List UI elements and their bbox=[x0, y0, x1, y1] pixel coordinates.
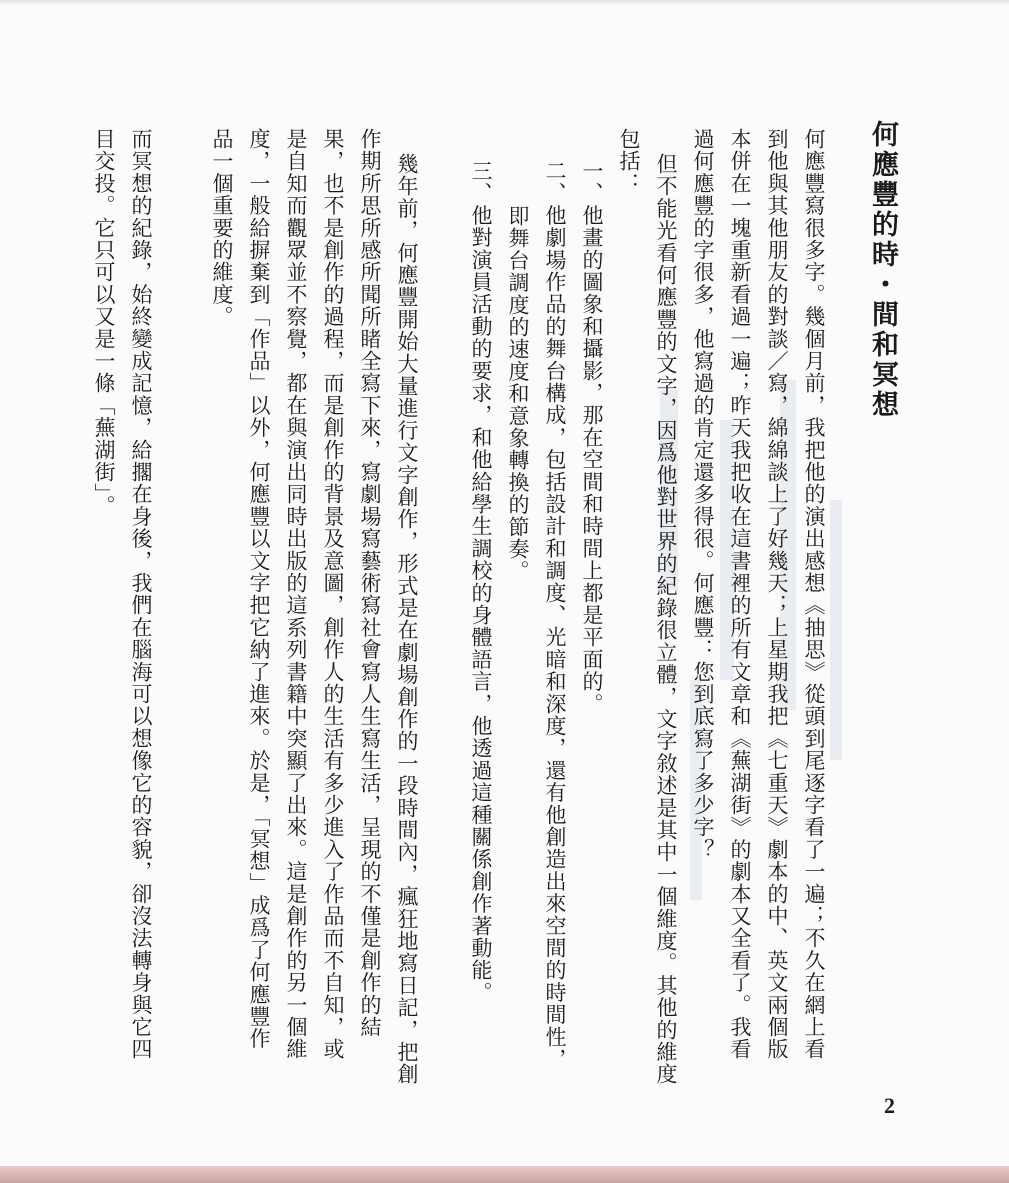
text-column-8: 二、他劇場作品的舞台構成，包括設計和調度、光暗和深度，還有他創造出來空間的時間性， bbox=[543, 160, 567, 1071]
page-top-edge bbox=[0, 0, 1009, 6]
text-column-15: 度，一般給摒棄到「作品」以外，何應豐以文字把它納了進來。於是，「冥想」成爲了何應豐作 bbox=[247, 128, 271, 1050]
text-column-12: 作期所思所感所聞所睹全寫下來，寫劇場寫藝術寫社會寫人生寫生活，呈現的不僅是創作的結 bbox=[358, 128, 382, 1039]
text-column-18: 目交投。它只可以又是一條「蕪湖街」。 bbox=[92, 128, 116, 518]
text-column-10: 三、他對演員活動的要求，和他給學生調校的身體語言，他透過這種關係創作著動能。 bbox=[469, 160, 493, 1004]
text-column-2: 到他與其他朋友的對談／寫，綿綿談上了好幾天；上星期我把《七重天》劇本的中、英文兩個版 bbox=[765, 128, 789, 1061]
text-column-7: 一、他畫的圖象和攝影，那在空間和時間上都是平面的。 bbox=[580, 160, 604, 715]
text-column-3: 本併在一塊重新看過一遍；昨天我把收在這書裡的所有文章和《蕪湖街》的劇本又全看了。我看 bbox=[728, 128, 752, 1061]
text-column-14: 是自知而觀眾並不察覺，都在與演出同時出版的這系列書籍中突顯了出來。這是創作的另一個維 bbox=[284, 128, 308, 1061]
text-column-17: 而冥想的紀錄，始終變成記憶，給擱在身後，我們在腦海可以想像它的容貌，卻沒法轉身與它四 bbox=[129, 128, 153, 1061]
text-column-13: 果，也不是創作的過程，而是創作的背景及意圖，創作人的生活有多少進入了作品而不自知，或 bbox=[321, 128, 345, 1061]
page-bottom-edge bbox=[0, 1166, 1009, 1183]
text-column-4: 過何應豐的字很多，他寫過的肯定還多得很。何應豐：您到底寫了多少字？ bbox=[691, 128, 715, 861]
chapter-title: 何應豐的時・間和冥想 bbox=[867, 120, 898, 420]
text-column-6: 包括： bbox=[617, 128, 641, 195]
text-column-1: 何應豐寫很多字。幾個月前，我把他的演出感想《抽思》從頭到尾逐字看了一遍；不久在網上看 bbox=[802, 128, 826, 1061]
text-column-5: 但不能光看何應豐的文字，因爲他對世界的紀錄很立體，文字敘述是其中一個維度。其他的維度 bbox=[654, 153, 678, 1086]
page-number: 2 bbox=[884, 1093, 895, 1118]
text-column-16: 品一個重要的維度。 bbox=[210, 128, 234, 328]
text-column-9: 即舞台調度的速度和意象轉換的節奏。 bbox=[506, 205, 530, 583]
text-column-11: 幾年前，何應豐開始大量進行文字創作，形式是在劇場創作的一段時間內，瘋狂地寫日記，把創 bbox=[395, 153, 419, 1086]
